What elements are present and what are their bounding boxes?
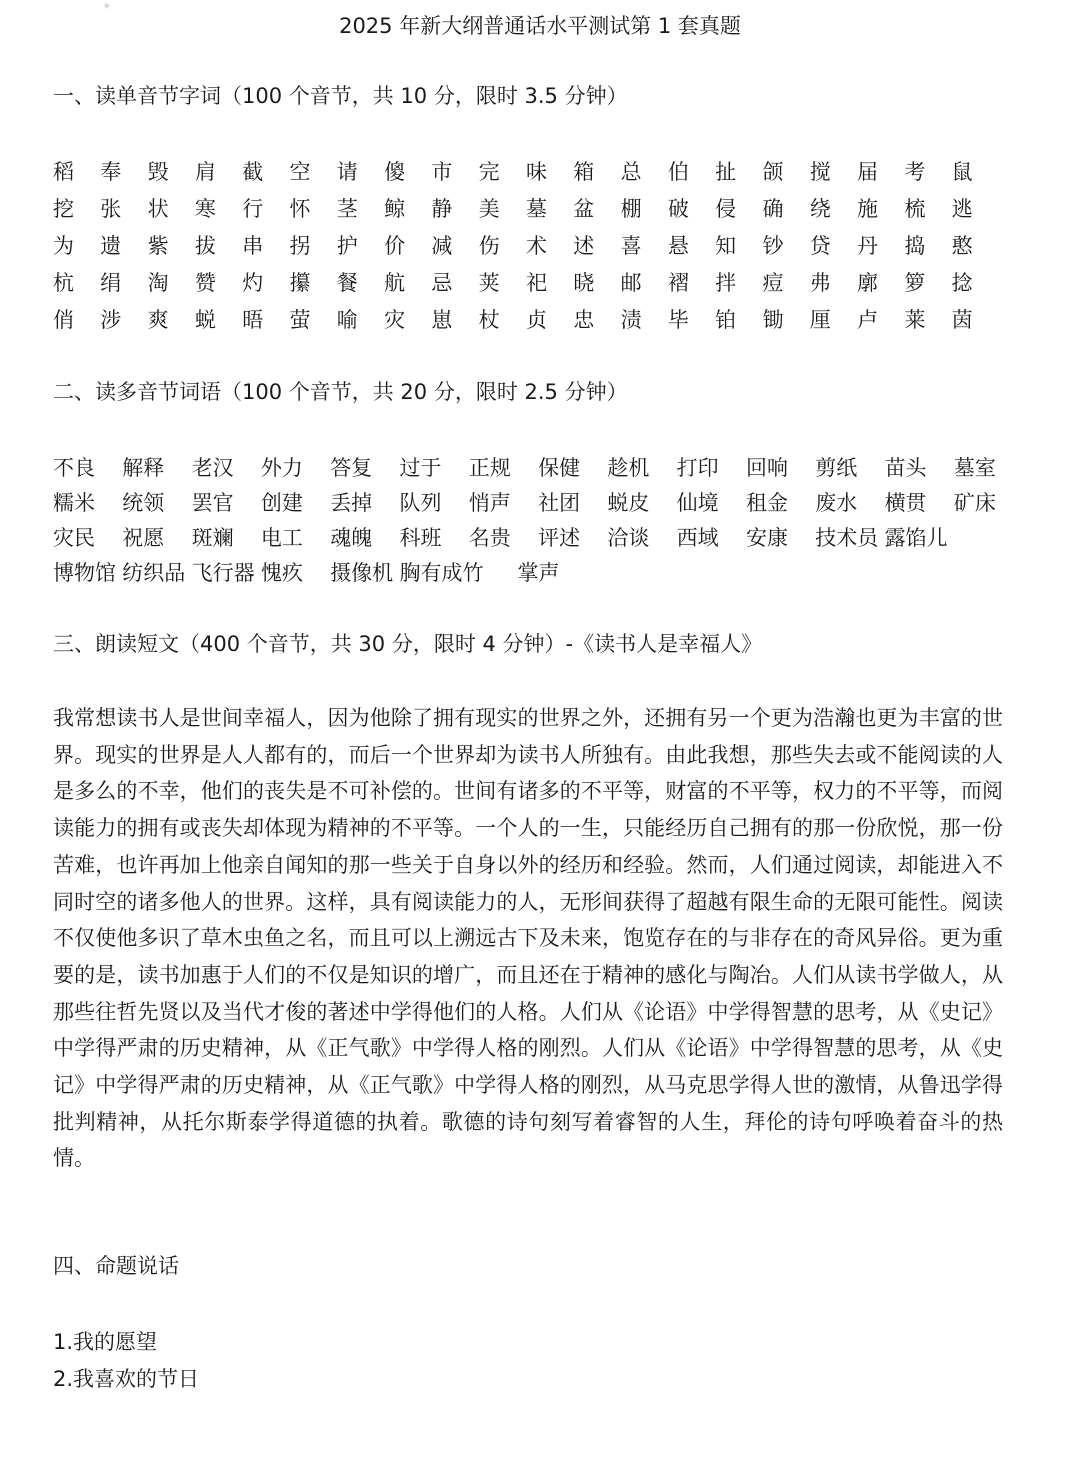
word-item: 墓室: [953, 456, 996, 480]
char-item: 崽: [431, 308, 453, 332]
char-item: 涉: [100, 308, 122, 332]
char-item: 鲸: [384, 197, 406, 221]
word-item: 安康: [745, 526, 788, 550]
char-item: 贞: [525, 308, 547, 332]
char-item: 憨: [951, 234, 973, 258]
char-item: 护: [336, 234, 358, 258]
char-item: 杖: [478, 308, 500, 332]
char-item: 锄: [762, 308, 784, 332]
char-item: 施: [857, 197, 879, 221]
word-item: 队列: [399, 491, 442, 515]
char-item: 绕: [809, 197, 831, 221]
word-row: [53, 557, 1033, 592]
char-item: 价: [384, 234, 406, 258]
word-item: 洽谈: [607, 526, 650, 550]
word-item: 评述: [538, 526, 581, 550]
char-item: 拌: [715, 271, 737, 295]
char-item: 攥: [289, 271, 311, 295]
word-item: 罢官: [191, 491, 234, 515]
char-item: 市: [431, 160, 453, 184]
char-item: 确: [762, 197, 784, 221]
char-item: 扯: [715, 160, 737, 184]
char-item: 逃: [951, 197, 973, 221]
char-item: 考: [904, 160, 926, 184]
char-item: 届: [857, 160, 879, 184]
char-item: 餐: [336, 271, 358, 295]
char-row: [53, 230, 1013, 267]
char-item: 紫: [147, 234, 169, 258]
char-item: 丹: [857, 234, 879, 258]
char-item: 莱: [904, 308, 926, 332]
char-item: 空: [289, 160, 311, 184]
char-row: [53, 193, 1013, 230]
word-item: 魂魄: [330, 526, 373, 550]
word-item: 灾民: [53, 526, 95, 550]
single-syllable-grid: [53, 156, 1013, 341]
char-item: 盆: [573, 197, 595, 221]
word-item: 剪纸: [815, 456, 858, 480]
char-item: 鼠: [951, 160, 973, 184]
char-item: 味: [525, 160, 547, 184]
word-item: 露馅儿: [884, 526, 948, 550]
section2-heading: 二、读多音节词语（100 个音节，共 20 分，限时 2.5 分钟）: [53, 380, 628, 404]
char-item: 怀: [289, 197, 311, 221]
section4-heading: 四、命题说话: [53, 1254, 179, 1278]
char-item: 拐: [289, 234, 311, 258]
char-item: 忠: [573, 308, 595, 332]
char-item: 毁: [147, 160, 169, 184]
char-item: 喻: [336, 308, 358, 332]
word-item: 电工: [260, 526, 303, 550]
topic-item: 1.我的愿望: [53, 1330, 158, 1354]
char-item: 为: [53, 234, 74, 258]
char-row: [53, 304, 1013, 341]
char-item: 灾: [384, 308, 406, 332]
char-item: 张: [100, 197, 122, 221]
char-item: 颌: [762, 160, 784, 184]
char-item: 总: [620, 160, 642, 184]
word-item: 蜕皮: [607, 491, 650, 515]
word-item: 过于: [399, 456, 442, 480]
char-item: 棚: [620, 197, 642, 221]
word-item: 保健: [538, 456, 581, 480]
word-item: 正规: [468, 456, 511, 480]
word-item: 飞行器: [191, 561, 255, 585]
char-item: 痘: [762, 271, 784, 295]
char-item: 奉: [100, 160, 122, 184]
char-item: 美: [478, 197, 500, 221]
word-item: 西域: [676, 526, 719, 550]
word-item: 老汉: [191, 456, 234, 480]
char-item: 稻: [53, 160, 74, 184]
char-item: 爽: [147, 308, 169, 332]
char-item: 荚: [478, 271, 500, 295]
char-item: 伯: [667, 160, 689, 184]
word-item: 斑斓: [191, 526, 234, 550]
word-item: 废水: [815, 491, 858, 515]
char-item: 茎: [336, 197, 358, 221]
word-item: 悄声: [468, 491, 511, 515]
word-row: [53, 452, 1033, 487]
char-item: 行: [242, 197, 264, 221]
char-item: 侵: [715, 197, 737, 221]
char-item: 卢: [857, 308, 879, 332]
char-row: [53, 156, 1013, 193]
char-item: 串: [242, 234, 264, 258]
char-item: 伤: [478, 234, 500, 258]
char-item: 完: [478, 160, 500, 184]
char-item: 邮: [620, 271, 642, 295]
char-item: 遗: [100, 234, 122, 258]
word-item: 科班: [399, 526, 442, 550]
word-item: 博物馆: [53, 561, 116, 585]
char-item: 航: [384, 271, 406, 295]
char-item: 廓: [857, 271, 879, 295]
word-row: [53, 522, 1033, 557]
char-item: 箩: [904, 271, 926, 295]
char-item: 知: [715, 234, 737, 258]
word-item: 苗头: [884, 456, 927, 480]
multi-syllable-grid: [53, 452, 1033, 592]
char-item: 贷: [809, 234, 831, 258]
char-item: 拔: [194, 234, 216, 258]
section1-heading: 一、读单音节字词（100 个音节，共 10 分，限时 3.5 分钟）: [53, 84, 628, 108]
word-item: 胸有成竹: [399, 561, 484, 585]
char-item: 灼: [242, 271, 264, 295]
word-item: 统领: [122, 491, 165, 515]
section3-heading: 三、朗读短文（400 个音节，共 30 分，限时 4 分钟）-《读书人是幸福人》: [53, 632, 763, 656]
char-item: 破: [667, 197, 689, 221]
char-item: 渍: [620, 308, 642, 332]
word-item: 不良: [53, 456, 95, 480]
char-item: 厘: [809, 308, 831, 332]
word-item: 打印: [676, 456, 719, 480]
char-item: 俏: [53, 308, 74, 332]
word-item: 矿床: [953, 491, 996, 515]
char-item: 截: [242, 160, 264, 184]
word-item: 糯米: [53, 491, 95, 515]
char-item: 请: [336, 160, 358, 184]
char-item: 箱: [573, 160, 595, 184]
char-item: 淘: [147, 271, 169, 295]
char-item: 捣: [904, 234, 926, 258]
char-item: 祀: [525, 271, 547, 295]
word-item: 横贯: [884, 491, 927, 515]
word-item: 愧疚: [260, 561, 303, 585]
scan-mark-icon: ✳: [103, 2, 111, 12]
word-item: 回响: [745, 456, 788, 480]
char-item: 晤: [242, 308, 264, 332]
char-item: 蜕: [194, 308, 216, 332]
char-item: 晓: [573, 271, 595, 295]
word-item: 解释: [122, 456, 165, 480]
char-item: 褶: [667, 271, 689, 295]
char-item: 减: [431, 234, 453, 258]
word-item: 租金: [745, 491, 788, 515]
char-item: 铂: [715, 308, 737, 332]
word-item: 掌声: [517, 561, 560, 585]
char-item: 弗: [809, 271, 831, 295]
char-item: 忌: [431, 271, 453, 295]
char-item: 静: [431, 197, 453, 221]
word-item: 答复: [330, 456, 373, 480]
word-item: 纺织品: [122, 561, 186, 585]
document-title: 2025 年新大纲普通话水平测试第 1 套真题: [339, 14, 741, 38]
word-row: [53, 487, 1033, 522]
char-item: 状: [147, 197, 169, 221]
word-item: 外力: [260, 456, 303, 480]
char-item: 肩: [194, 160, 216, 184]
char-item: 悬: [667, 234, 689, 258]
topic-item: 2.我喜欢的节日: [53, 1367, 200, 1391]
char-item: 搅: [809, 160, 831, 184]
word-item: 仙境: [676, 491, 719, 515]
word-item: 摄像机: [330, 561, 394, 585]
char-item: 杭: [53, 271, 74, 295]
char-item: 毕: [667, 308, 689, 332]
char-item: 傻: [384, 160, 406, 184]
char-item: 寒: [194, 197, 216, 221]
reading-passage: 我常想读书人是世间幸福人，因为他除了拥有现实的世界之外，还拥有另一个更为浩瀚也更为丰富的世界。现实的世界是人人都有的，而后一个世界却为读书人所独有。由此我想，那些失去或不能阅读的人是多么的不幸，他们的丧失是不可补偿的。世间有诸多的不平等，财富的不平等，权力的不平等，而阅读能力的拥有或丧失却体现为精神的不平等。一个人的一生，只能经历自己拥有的那一份欣悦，那一份苦难，也许再加上他亲自闻知的那一些关于自身以外的经历和经验。然而，人们通过阅读，却能进入不同时空的诸多他人的世界。这样，具有阅读能力的人，无形间获得了超越有限生命的无限可能性。阅读不仅使他多识了草木虫鱼之名，而且可以上溯远古下及未来，饱览存在的与非存在的奇风异俗。更为重要的是，读书加惠于人们的不仅是知识的增广，而且还在于精神的感化与陶冶。人们从读书学做人，从那些往哲先贤以及当代才俊的著述中学得他们的人格。人们从《论语》中学得智慧的思考，从《史记》中学得严肃的历史精神，从《正气歌》中学得人格的刚烈。人们从《论语》中学得智慧的思考，从《史记》中学得严肃的历史精神，从《正气歌》中学得人格的刚烈，从马克思学得人世的激情，从鲁迅学得批判精神，从托尔斯泰学得道德的执着。歌德的诗句刻写着睿智的人生，拜伦的诗句呼唤着奋斗的热情。: [53, 706, 1003, 1171]
word-item: 名贵: [468, 526, 511, 550]
char-item: 喜: [620, 234, 642, 258]
char-row: [53, 267, 1013, 304]
word-item: 祝愿: [122, 526, 165, 550]
char-item: 墓: [525, 197, 547, 221]
char-item: 梳: [904, 197, 926, 221]
char-item: 赞: [194, 271, 216, 295]
word-item: 创建: [260, 491, 303, 515]
char-item: 术: [525, 234, 547, 258]
word-item: 技术员: [815, 526, 879, 550]
char-item: 捻: [951, 271, 973, 295]
word-item: 社团: [538, 491, 581, 515]
char-item: 挖: [53, 197, 74, 221]
word-item: 丢掉: [330, 491, 373, 515]
char-item: 述: [573, 234, 595, 258]
char-item: 茵: [951, 308, 973, 332]
char-item: 萤: [289, 308, 311, 332]
char-item: 绢: [100, 271, 122, 295]
char-item: 钞: [762, 234, 784, 258]
word-item: 趁机: [607, 456, 650, 480]
